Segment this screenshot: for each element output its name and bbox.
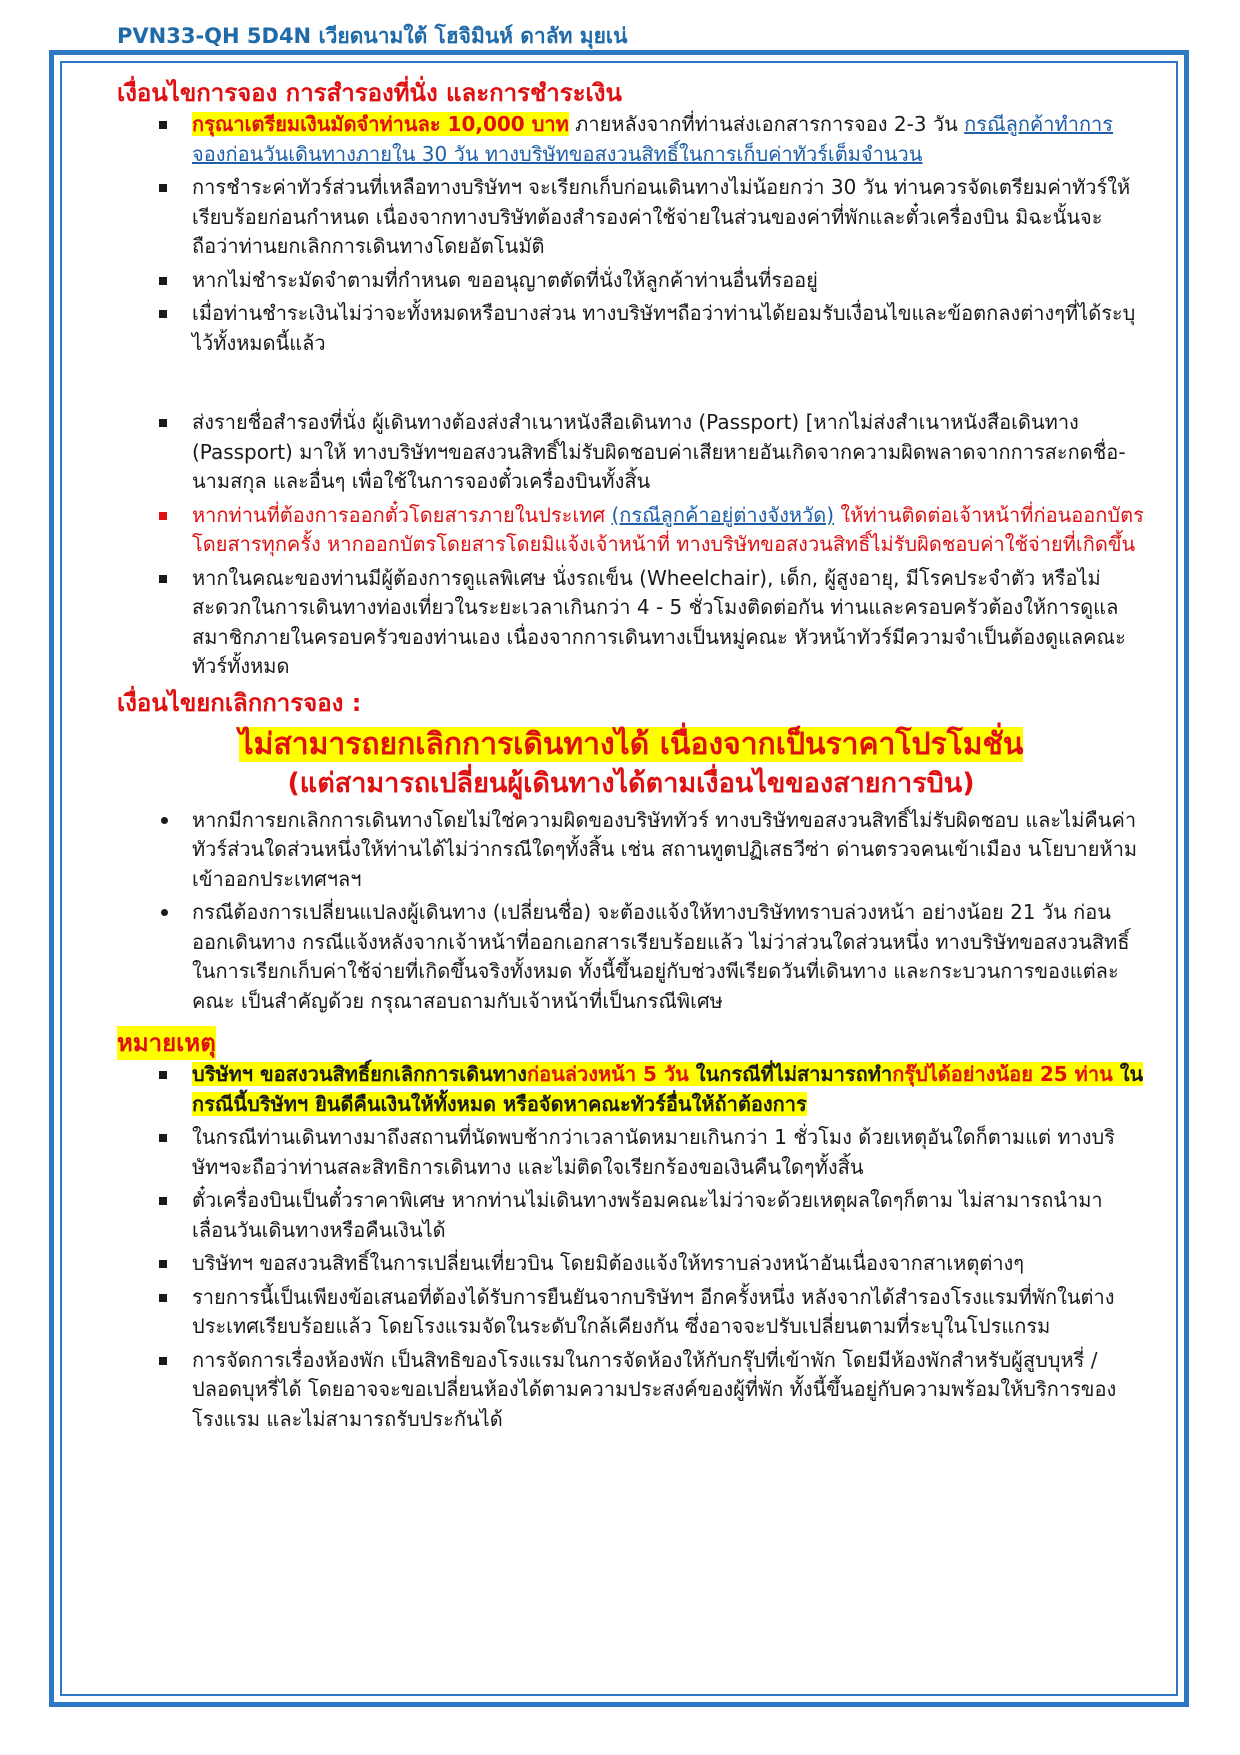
no-cancel-banner xyxy=(117,724,1145,766)
list-item: หากในคณะของท่านมีผู้ต้องการดูแลพิเศษ นั่งรถเข็น (Wheelchair), เด็ก, ผู้สูงอายุ, มีโรคประจำตัว หรือไม่สะดวกในการเดินทางท่องเที่ยวในระยะเวลาเกินกว่า 4 - 5 ชั่วโมงติดต่อกัน ท่านและครอบครัวต้องให้การดูแลสมาชิกภายในครอบครัวของท่านเอง เนื่องจากการเดินทางเป็นหมู่คณะ หัวหน้าทัวร์มีความจำเป็นต้องดูแลคณะทัวร์ทั้งหมด xyxy=(117,564,1145,682)
domestic-text-a: หากท่านที่ต้องการออกตั๋วโดยสารภายในประเทศ xyxy=(192,502,612,527)
booking-list xyxy=(117,110,1145,358)
list-item-domestic-ticket xyxy=(117,501,1145,560)
booking-list-2 xyxy=(117,408,1145,682)
change-traveler-subtitle: (แต่สามารถเปลี่ยนผู้เดินทางได้ตามเงื่อนไขของสายการบิน) xyxy=(287,767,975,799)
list-item-cancel-policy xyxy=(117,1060,1145,1119)
deposit-text: ภายหลังจากที่ท่านส่งเอกสารการจอง 2-3 วัน xyxy=(568,112,965,136)
list-item: ส่งรายชื่อสำรองที่นั่ง ผู้เดินทางต้องส่งสำเนาหนังสือเดินทาง (Passport) [หากไม่ส่งสำเนาหนังสือเดินทาง (Passport) มาให้ ทางบริษัทฯขอสงวนสิทธิ์ไม่รับผิดชอบค่าเสียหายอันเกิดจากความผิดพลาดจากการสะกดชื่อ-นามสกุล และอื่นๆ เพื่อใช้ในการจองตั๋วเครื่องบินทั้งสิ้น xyxy=(117,408,1145,497)
list-item: กรณีต้องการเปลี่ยนแปลงผู้เดินทาง (เปลี่ยนชื่อ) จะต้องแจ้งให้ทางบริษัททราบล่วงหน้า อย่างน้อย 21 วัน ก่อนออกเดินทาง กรณีแจ้งหลังจากเจ้าหน้าที่ออกเอกสารเรียบร้อยแล้ว ไม่ว่าส่วนใดส่วนหนึ่ง ทางบริษัทขอสงวนสิทธิ์ในการเรียกเก็บค่าใช้จ่ายที่เกิดขึ้นจริงทั้งหมด ทั้งนี้ขึ้นอยู่กับช่วงพีเรียดวันที่เดินทาง และกระบวนการของแต่ละคณะ เป็นสำคัญด้วย กรุณาสอบถามกับเจ้าหน้าที่เป็นกรณีพิเศษ xyxy=(117,898,1145,1016)
list-item: การชำระค่าทัวร์ส่วนที่เหลือทางบริษัทฯ จะเรียกเก็บก่อนเดินทางไม่น้อยกว่า 30 วัน ท่านควรจัดเตรียมค่าทัวร์ให้เรียบร้อยก่อนกำหนด เนื่องจากทางบริษัทต้องสำรองค่าใช้จ่ายในส่วนของค่าที่พักและตั๋วเครื่องบิน มิฉะนั้นจะถือว่าท่านยกเลิกการเดินทางโดยอัตโนมัติ xyxy=(117,173,1145,262)
notes-section-title: หมายเหตุ xyxy=(117,1026,216,1060)
notes-list xyxy=(117,1060,1145,1434)
list-item: ตั๋วเครื่องบินเป็นตั๋วราคาพิเศษ หากท่านไม่เดินทางพร้อมคณะไม่ว่าจะด้วยเหตุผลใดๆก็ตาม ไม่สามารถนำมาเลื่อนวันเดินทางหรือคืนเงินได้ xyxy=(117,1186,1145,1245)
spacer xyxy=(117,362,1145,408)
cancel-list xyxy=(117,806,1145,1017)
document-header: PVN33-QH 5D4N เวียดนามใต้ โฮจิมินห์ ดาลัท มุยเน่ xyxy=(117,24,628,48)
list-item: ในกรณีท่านเดินทางมาถึงสถานที่นัดพบช้ากว่าเวลานัดหมายเกินกว่า 1 ชั่วโมง ด้วยเหตุอันใดก็ตามแต่ ทางบริษัทฯจะถือว่าท่านสละสิทธิการเดินทาง และไม่ติดใจเรียกร้องขอเงินคืนใดๆทั้งสิ้น xyxy=(117,1123,1145,1182)
document-body xyxy=(117,76,1145,1438)
note1-d: กรุ๊ปได้อย่างน้อย 25 ท่าน xyxy=(892,1062,1113,1086)
list-item: รายการนี้เป็นเพียงข้อเสนอที่ต้องได้รับการยืนยันจากบริษัทฯ อีกครั้งหนึ่ง หลังจากได้สำรองโรงแรมที่พักในต่างประเทศเรียบร้อยแล้ว โดยโรงแรมจัดในระดับใกล้เคียงกัน ซึ่งอาจจะปรับเปลี่ยนตามที่ระบุในโปรแกรม xyxy=(117,1283,1145,1342)
deposit-highlight: กรุณาเตรียมเงินมัดจำท่านละ 10,000 บาท xyxy=(192,112,569,136)
province-link[interactable]: (กรณีลูกค้าอยู่ต่างจังหวัด) xyxy=(611,502,835,527)
note1-b: ก่อนล่วงหน้า 5 วัน xyxy=(526,1062,689,1086)
note1-e: ในกรณีนี้บริษัทฯ ยินดีคืนเงินให้ทั้งหมด หรือจัดหาคณะทัวร์อื่นให้ถ้าต้องการ xyxy=(192,1062,1144,1116)
note1-a: บริษัทฯ ขอสงวนสิทธิ์ยกเลิกการเดินทาง xyxy=(192,1062,527,1086)
full-payment-link[interactable]: กรณีลูกค้าทำการจองก่อนวันเดินทางภายใน 30 วัน ทางบริษัทขอสงวนสิทธิ์ในการเก็บค่าทัวร์เต็มจำนวน xyxy=(192,112,1114,166)
list-item: หากไม่ชำระมัดจำตามที่กำหนด ขออนุญาตตัดที่นั่งให้ลูกค้าท่านอื่นที่รออยู่ xyxy=(117,266,1145,296)
no-cancel-text: ไม่สามารถยกเลิกการเดินทางได้ เนื่องจากเป็นราคาโปรโมชั่น xyxy=(238,726,1024,762)
cancel-section-title: เงื่อนไขยกเลิกการจอง : xyxy=(117,688,362,717)
list-item xyxy=(117,110,1145,169)
note1-c: ในกรณีที่ไม่สามารถทำ xyxy=(688,1062,893,1086)
list-item: เมื่อท่านชำระเงินไม่ว่าจะทั้งหมดหรือบางส่วน ทางบริษัทฯถือว่าท่านได้ยอมรับเงื่อนไขและข้อตกลงต่างๆที่ได้ระบุไว้ทั้งหมดนี้แล้ว xyxy=(117,299,1145,358)
domestic-text-b: ให้ท่านติดต่อเจ้าหน้าที่ก่อนออกบัตรโดยสารทุกครั้ง หากออกบัตรโดยสารโดยมิแจ้งเจ้าหน้าที่ ทางบริษัทขอสงวนสิทธิ์ไม่รับผิดชอบค่าใช้จ่ายที่เกิดขึ้น xyxy=(192,502,1144,556)
list-item: บริษัทฯ ขอสงวนสิทธิ์ในการเปลี่ยนเที่ยวบิน โดยมิต้องแจ้งให้ทราบล่วงหน้าอันเนื่องจากสาเหตุต่างๆ xyxy=(117,1249,1145,1279)
booking-section-title: เงื่อนไขการจอง การสำรองที่นั่ง และการชำระเงิน xyxy=(117,79,622,107)
list-item: การจัดการเรื่องห้องพัก เป็นสิทธิของโรงแรมในการจัดห้องให้กับกรุ๊ปที่เข้าพัก โดยมีห้องพักสำหรับผู้สูบบุหรี่ / ปลอดบุหรี่ได้ โดยอาจจะขอเปลี่ยนห้องได้ตามความประสงค์ของผู้ที่พัก ทั้งนี้ขึ้นอยู่กับความพร้อมให้บริการของโรงแรม และไม่สามารถรับประกันได้ xyxy=(117,1346,1145,1435)
list-item: หากมีการยกเลิกการเดินทางโดยไม่ใช่ความผิดของบริษัททัวร์ ทางบริษัทขอสงวนสิทธิ์ไม่รับผิดชอบ และไม่คืนค่าทัวร์ส่วนใดส่วนหนึ่งให้ท่านได้ไม่ว่ากรณีใดๆทั้งสิ้น เช่น สถานทูตปฏิเสธวีซ่า ด่านตรวจคนเข้าเมือง นโยบายห้ามเข้าออกประเทศฯลฯ xyxy=(117,806,1145,895)
